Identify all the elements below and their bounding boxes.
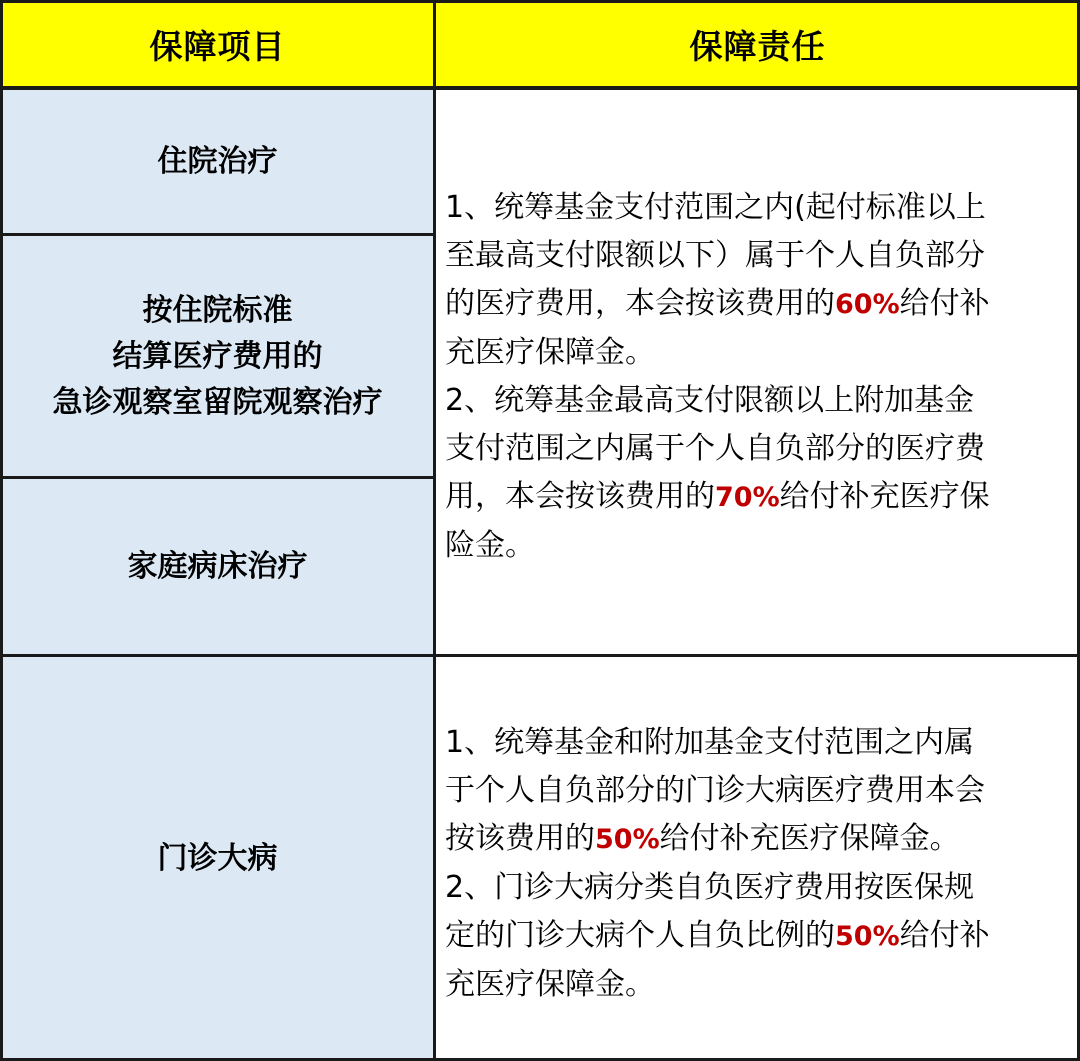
border-row-divider-2 bbox=[0, 476, 435, 479]
duty-outpatient-line-6: 充医疗保障金。 bbox=[445, 966, 655, 1002]
item-outpatient-major bbox=[0, 656, 435, 1061]
duty-inpatient-line-7 bbox=[445, 473, 1080, 522]
percentage-highlight: 60% bbox=[835, 289, 900, 320]
duty-inpatient-line-1: 1、统筹基金支付范围之内(起付标准以上 bbox=[445, 190, 986, 225]
item-observation-line-3: 急诊观察室留院观察治疗 bbox=[52, 384, 383, 420]
header-coverage-duty-label: 保障责任 bbox=[689, 26, 826, 66]
border-row-divider-1 bbox=[0, 233, 435, 236]
item-inpatient-label: 住院治疗 bbox=[157, 143, 278, 179]
item-observation bbox=[0, 235, 435, 478]
item-inpatient bbox=[0, 88, 435, 235]
border-row-divider-3 bbox=[0, 654, 1080, 657]
item-observation-line-1: 按住院标准 bbox=[142, 292, 293, 328]
duty-inpatient-line-3 bbox=[445, 280, 1080, 329]
item-observation-line-2: 结算医疗费用的 bbox=[112, 338, 323, 374]
duty-outpatient-line-3-tail: 给付补充医疗保障金。 bbox=[659, 820, 960, 856]
item-outpatient-major-label: 门诊大病 bbox=[157, 840, 278, 876]
duty-inpatient-line-2: 至最高支付限额以下）属于个人自负部分 bbox=[445, 238, 985, 273]
duty-outpatient-line-2: 于个人自负部分的门诊大病医疗费用本会 bbox=[445, 772, 985, 808]
border-left bbox=[0, 0, 3, 1061]
percentage-highlight: 50% bbox=[595, 823, 660, 855]
border-top bbox=[0, 0, 1080, 3]
duty-outpatient-line-3 bbox=[445, 815, 1080, 864]
header-coverage-item bbox=[0, 0, 435, 88]
duty-outpatient-line-5-text: 定的门诊大病个人自负比例的 bbox=[445, 917, 835, 953]
duty-outpatient-line-1: 1、统筹基金和附加基金支付范围之内属 bbox=[445, 724, 975, 760]
border-header-divider bbox=[0, 86, 1080, 90]
duty-outpatient-line-5-tail: 给付补 bbox=[899, 917, 990, 953]
header-coverage-item-label: 保障项目 bbox=[149, 26, 286, 66]
duty-inpatient bbox=[435, 88, 1080, 656]
duty-inpatient-line-7-text: 用，本会按该费用的 bbox=[445, 479, 715, 514]
item-home-bed bbox=[0, 478, 435, 656]
percentage-highlight: 70% bbox=[715, 482, 780, 513]
duty-outpatient-line-4: 2、门诊大病分类自负医疗费用按医保规 bbox=[445, 869, 975, 905]
duty-outpatient-line-3-text: 按该费用的 bbox=[445, 820, 595, 856]
duty-inpatient-line-4: 充医疗保障金。 bbox=[445, 335, 655, 370]
duty-inpatient-line-3-tail: 给付补 bbox=[899, 286, 990, 321]
duty-outpatient bbox=[435, 656, 1080, 1061]
duty-inpatient-line-8: 险金。 bbox=[445, 528, 535, 563]
duty-inpatient-line-3-text: 的医疗费用，本会按该费用的 bbox=[445, 286, 835, 321]
item-home-bed-label: 家庭病床治疗 bbox=[127, 549, 308, 584]
percentage-highlight: 50% bbox=[835, 920, 900, 952]
duty-inpatient-line-5: 2、统筹基金最高支付限额以上附加基金 bbox=[445, 383, 975, 418]
duty-inpatient-line-6: 支付范围之内属于个人自负部分的医疗费 bbox=[445, 431, 985, 466]
duty-outpatient-line-5 bbox=[445, 912, 1080, 961]
border-column-divider bbox=[433, 0, 436, 1061]
header-coverage-duty bbox=[435, 0, 1080, 88]
duty-inpatient-line-7-tail: 给付补充医疗保 bbox=[779, 479, 990, 514]
